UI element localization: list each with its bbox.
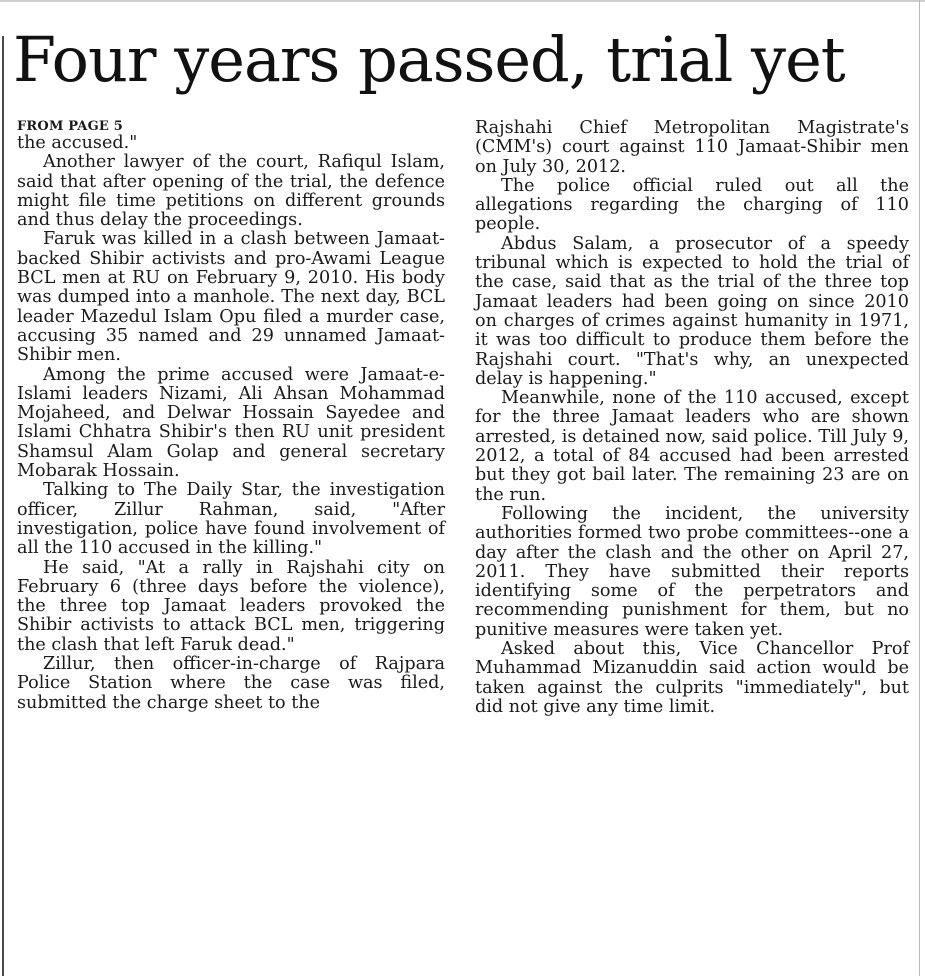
paragraph: Asked about this, Vice Chancellor Prof Muhammad Mizanuddin said action would be taken against the culprits "immediately", but did not give any time limit. [475, 639, 909, 717]
paragraph: Another lawyer of the court, Rafiqul Islam, said that after opening of the trial, the defence might file time petitions on different grounds and thus delay the proceedings. [17, 152, 445, 231]
paragraph: Talking to The Daily Star, the investigation officer, Zillur Rahman, said, "After investigation, police have found involvement of all the 110 accused in the killing." [17, 480, 445, 559]
paragraph: Abdus Salam, a prosecutor of a speedy tribunal which is expected to hold the trial of the case, said that as the trial of the three top Jamaat leaders had been going on since 2010 on charges of crimes against humanity in 1971, it was too difficult to produce them before the Rajshahi court. "That's why, an unexpected delay is happening." [475, 233, 909, 389]
jump-line: FROM PAGE 5 [17, 119, 123, 134]
right-column-rule [919, 0, 920, 976]
paragraph: The police official ruled out all the allegations regarding the charging of 110 people. [475, 175, 909, 235]
top-border [0, 0, 925, 2]
article-column-2 [475, 119, 909, 717]
paragraph: Among the prime accused were Jamaat-e-Islami leaders Nizami, Ali Ahsan Mohammad Mojaheed, and Delwar Hossain Sayedee and Islami Chhatra Shibir's then RU unit president Shamsul Alam Golap and general secretary Mobarak Hossain. [17, 364, 445, 482]
paragraph: Rajshahi Chief Metropolitan Magistrate's (CMM's) court against 110 Jamaat-Shibir men on July 30, 2012. [475, 118, 909, 177]
left-column-rule [2, 36, 4, 976]
article-column-1 [17, 119, 445, 713]
paragraph: He said, "At a rally in Rajshahi city on February 6 (three days before the violence), the three top Jamaat leaders provoked the Shibir activists to attack BCL men, triggering the clash that left Faruk dead." [17, 557, 445, 655]
paragraph: Meanwhile, none of the 110 accused, except for the three Jamaat leaders who are shown arrested, is detained now, said police. Till July 9, 2012, a total of 84 accused had been arrested but they got bail later. The remaining 23 are on the run. [475, 388, 909, 505]
article-headline: Four years passed, trial yet [13, 23, 845, 96]
paragraph: Zillur, then officer-in-charge of Rajpara Police Station where the case was filed, submitted the charge sheet to the [17, 654, 445, 713]
paragraph: Following the incident, the university authorities formed two probe committees--one a day after the clash and the other on April 27, 2011. They have submitted their reports identifying some of the perpetrators and recommending punishment for them, but no punitive measures were taken yet. [475, 503, 909, 640]
paragraph: the accused." [17, 133, 138, 153]
paragraph: Faruk was killed in a clash between Jamaat-backed Shibir activists and pro-Awami League BCL men at RU on February 9, 2010. His body was dumped into a manhole. The next day, BCL leader Mazedul Islam Opu filed a murder case, accusing 35 named and 29 unnamed Jamaat-Shibir men. [17, 229, 445, 366]
